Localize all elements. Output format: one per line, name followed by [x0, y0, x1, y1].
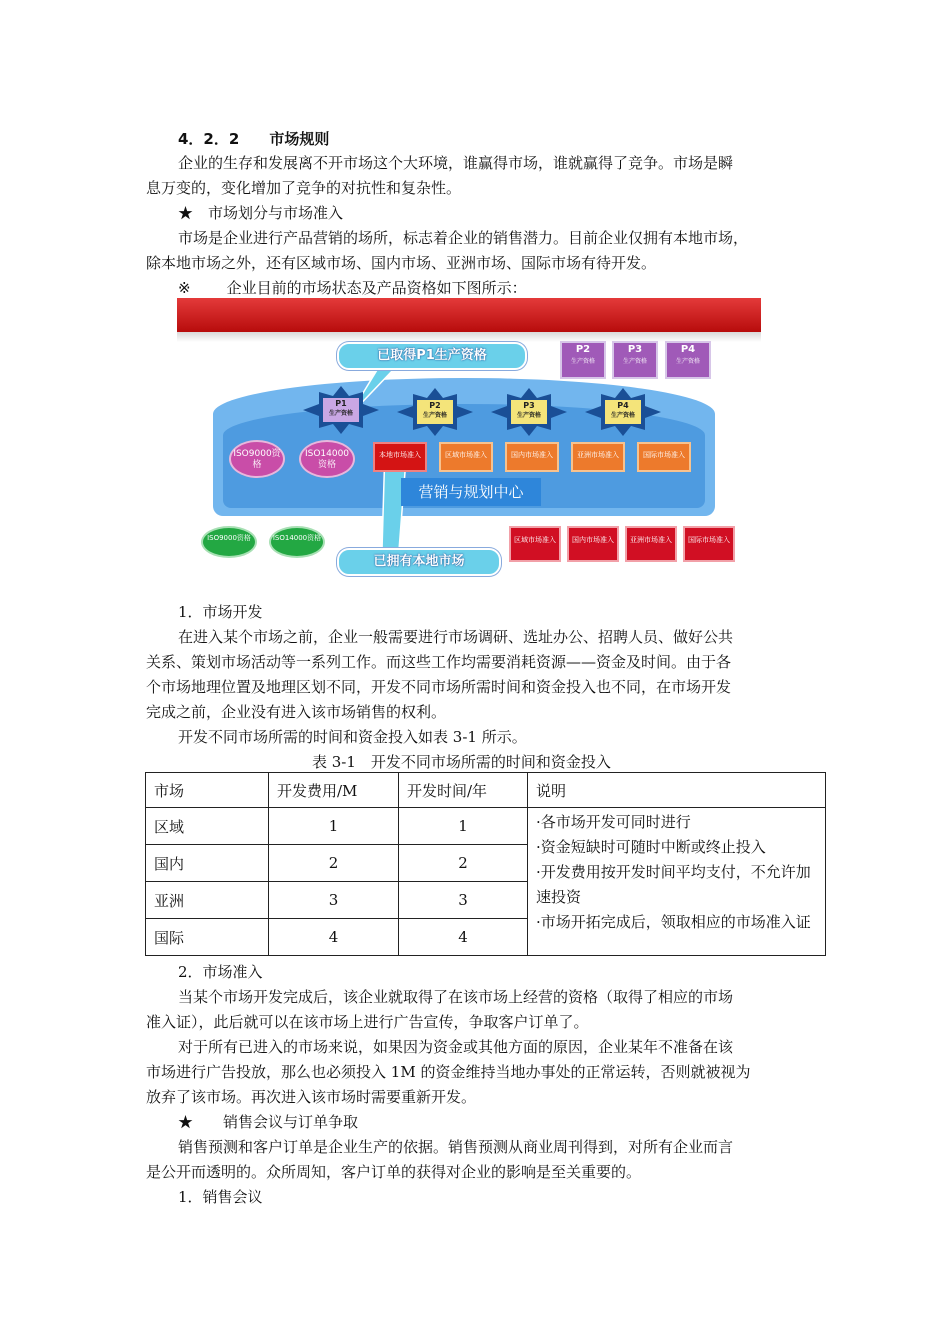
- market-development-table: [145, 772, 826, 956]
- header-market: 市场: [146, 773, 269, 808]
- callout-p1-qualification: 已取得P1生产资格: [337, 342, 527, 370]
- section-heading: [178, 129, 858, 149]
- pill-name: P2: [575, 344, 591, 355]
- paragraph-line: 市场是企业进行产品营销的场所，标志着企业的销售潜力。目前企业仅拥有本地市场，: [178, 229, 749, 247]
- cell-cost: 1: [269, 808, 399, 845]
- pill-sub: 生产资格: [570, 358, 595, 365]
- table-caption: 表 3-1 开发不同市场所需的时间和资金投入: [312, 753, 611, 771]
- star-name: P1: [335, 399, 347, 408]
- market-box-domestic: 国内市场准入: [505, 442, 559, 472]
- star-p1: [303, 386, 379, 434]
- iso14000-circle: ISO14000资格: [299, 440, 355, 478]
- pill-name: P3: [627, 344, 643, 355]
- red-box-international: 国际市场准入: [683, 526, 735, 562]
- section-number: 4．2．2: [178, 130, 240, 148]
- star-name: P2: [429, 401, 441, 410]
- cell-time: 1: [399, 808, 528, 845]
- note-item: ·各市场开发可同时进行: [536, 813, 691, 831]
- pill-sub: 生产资格: [675, 358, 700, 365]
- heading-market-entry: 2．市场准入: [178, 963, 263, 981]
- green-iso9000: ISO9000资格: [201, 526, 257, 558]
- note-item: ·资金短缺时可随时中断或终止投入: [536, 838, 766, 856]
- paragraph-line: 对于所有已进入的市场来说，如果因为资金或其他方面的原因，企业某年不准备在该: [178, 1038, 734, 1056]
- pill-sub: 生产资格: [622, 358, 647, 365]
- star-p4: [585, 388, 661, 436]
- market-box-local: 本地市场准入: [373, 442, 427, 472]
- market-box-regional: 区域市场准入: [439, 442, 493, 472]
- cell-cost: 2: [269, 845, 399, 882]
- section-title: 市场规则: [269, 130, 330, 148]
- star-sub: 生产资格: [328, 410, 353, 417]
- paragraph-line: 准入证），此后就可以在该市场上进行广告宣传，争取客户订单了。: [146, 1013, 589, 1031]
- paragraph-line: 个市场地理位置及地理区划不同，开发不同市场所需时间和资金投入也不同，在市场开发: [146, 678, 732, 696]
- red-box-asia: 亚洲市场准入: [625, 526, 677, 562]
- table-header-row: [146, 773, 826, 808]
- star-p2: [397, 388, 473, 436]
- red-box-domestic: 国内市场准入: [567, 526, 619, 562]
- market-status-figure: [177, 298, 761, 580]
- pill-name: P4: [680, 344, 696, 355]
- star-p3: [491, 388, 567, 436]
- heading-sales-meeting: 1．销售会议: [178, 1188, 263, 1206]
- market-box-asia: 亚洲市场准入: [571, 442, 625, 472]
- subheading-sales-meeting: ★ 销售会议与订单争取: [178, 1113, 359, 1131]
- header-time: 开发时间/年: [399, 773, 528, 808]
- iso9000-circle: ISO9000资格: [229, 440, 285, 478]
- cell-market: 国内: [146, 845, 269, 882]
- star-sub: 生产资格: [610, 412, 635, 419]
- pill-p4: [665, 341, 711, 379]
- figure-note: [178, 278, 858, 298]
- cell-market: 区域: [146, 808, 269, 845]
- paragraph-line: 关系、策划市场活动等一系列工作。而这些工作均需要消耗资源——资金及时间。由于各: [146, 653, 732, 671]
- star-sub: 生产资格: [516, 412, 541, 419]
- paragraph-line: 市场进行广告投放，那么也必须投入 1M 的资金维持当地办事处的正常运转，否则就被视为: [146, 1063, 751, 1081]
- cell-cost: 3: [269, 882, 399, 919]
- paragraph-line: 企业的生存和发展离不开市场这个大环境，谁赢得市场，谁就赢得了竞争。市场是瞬: [178, 154, 734, 172]
- table-row: [146, 808, 826, 845]
- paragraph-line: 开发不同市场所需的时间和资金投入如表 3-1 所示。: [178, 728, 527, 746]
- paragraph-line: 放弃了该市场。再次进入该市场时需要重新开发。: [146, 1088, 477, 1106]
- paragraph-line: 息万变的，变化增加了竞争的对抗性和复杂性。: [146, 179, 462, 197]
- notes-cell: [528, 808, 826, 956]
- pill-p3: [612, 341, 658, 379]
- note-mark: ※: [178, 279, 191, 297]
- star-name: P4: [617, 401, 629, 410]
- paragraph-line: 除本地市场之外，还有区域市场、国内市场、亚洲市场、国际市场有待开发。: [146, 254, 657, 272]
- header-notes: 说明: [528, 773, 826, 808]
- cell-market: 国际: [146, 919, 269, 956]
- paragraph-line: 销售预测和客户订单是企业生产的依据。销售预测从商业周刊得到，对所有企业而言: [178, 1138, 734, 1156]
- cell-market: 亚洲: [146, 882, 269, 919]
- green-iso14000: ISO14000资格: [269, 526, 325, 558]
- heading-market-development: 1．市场开发: [178, 603, 263, 621]
- paragraph-line: 完成之前，企业没有进入该市场销售的权利。: [146, 703, 447, 721]
- planning-center-label: 营销与规划中心: [401, 478, 541, 506]
- market-box-international: 国际市场准入: [637, 442, 691, 472]
- note-item: ·开发费用按开发时间平均支付，不允许加速投资: [536, 863, 811, 906]
- red-box-regional: 区域市场准入: [509, 526, 561, 562]
- note-text: 企业目前的市场状态及产品资格如下图所示：: [226, 279, 527, 297]
- header-cost: 开发费用/M: [269, 773, 399, 808]
- paragraph-line: 在进入某个市场之前，企业一般需要进行市场调研、选址办公、招聘人员、做好公共: [178, 628, 734, 646]
- cell-cost: 4: [269, 919, 399, 956]
- note-item: ·市场开拓完成后，领取相应的市场准入证: [536, 913, 811, 931]
- cell-time: 4: [399, 919, 528, 956]
- cell-time: 2: [399, 845, 528, 882]
- star-sub: 生产资格: [422, 412, 447, 419]
- subheading-market-division: ★ 市场划分与市场准入: [178, 204, 344, 222]
- paragraph-line: 是公开而透明的。众所周知，客户订单的获得对企业的影响是至关重要的。: [146, 1163, 642, 1181]
- cell-time: 3: [399, 882, 528, 919]
- pill-p2: [560, 341, 606, 379]
- star-name: P3: [523, 401, 535, 410]
- callout-local-market: 已拥有本地市场: [337, 548, 501, 576]
- paragraph-line: 当某个市场开发完成后，该企业就取得了在该市场上经营的资格（取得了相应的市场: [178, 988, 734, 1006]
